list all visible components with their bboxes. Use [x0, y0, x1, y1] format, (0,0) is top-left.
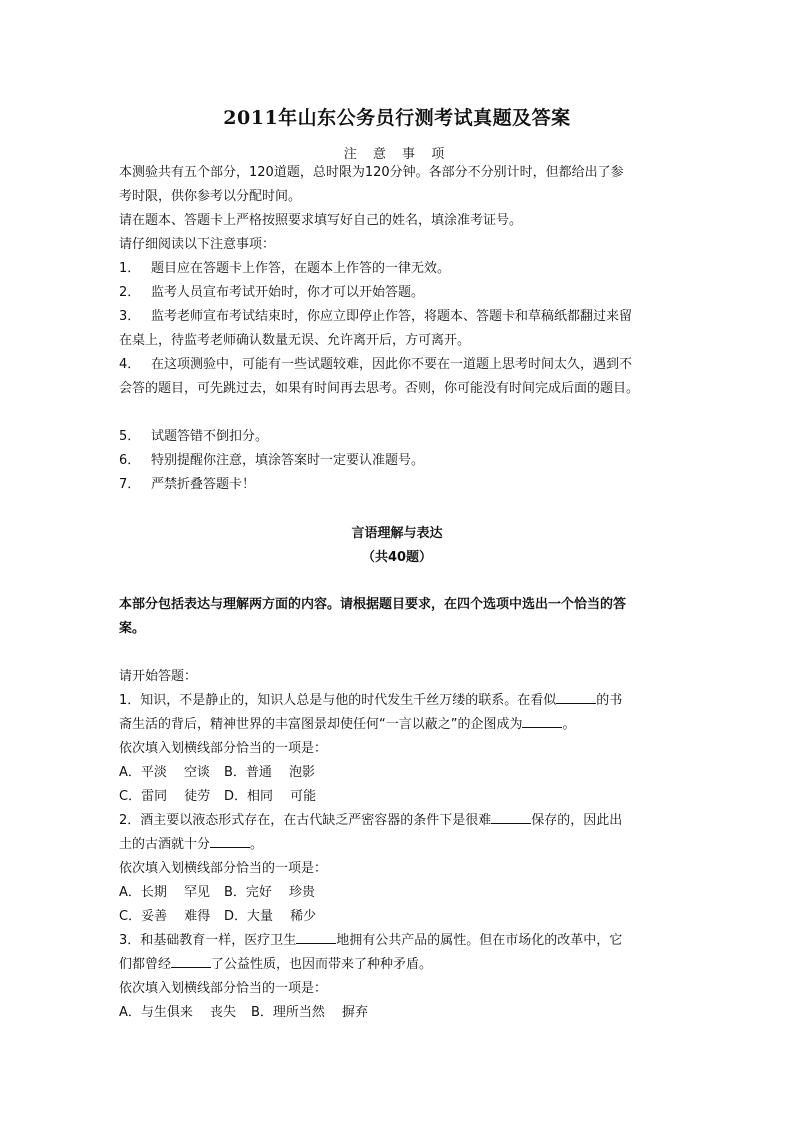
rule-number: 3． — [119, 309, 141, 324]
option-c: C．雷同 徒劳 — [119, 789, 211, 804]
options-row — [119, 785, 679, 809]
options-row — [119, 761, 679, 785]
question-3-line — [119, 953, 679, 977]
rule-number: 4． — [119, 357, 141, 372]
option-a: A．与生俱来 丧失 — [119, 1005, 237, 1020]
question-text: 土的古酒就十分 — [119, 837, 211, 852]
answer-blank — [171, 953, 211, 968]
rule-text: 特别提醒你注意，填涂答案时一定要认准题号。 — [151, 453, 425, 468]
option-c: C．妥善 难得 — [119, 909, 211, 924]
rule-text: 监考老师宣布考试结束时，你应立即停止作答，将题本、答题卡和草稿纸都翻过来留 — [151, 309, 633, 324]
rule-text: 严禁折叠答题卡！ — [151, 477, 256, 492]
rule-number: 2． — [119, 285, 141, 300]
rule-text-continued: 会答的题目，可先跳过去，如果有时间再去思考。否则，你可能没有时间完成后面的题目。 — [119, 381, 640, 396]
section-count: （共40题） — [361, 550, 433, 565]
option-b: B．理所当然 摒弃 — [251, 1005, 369, 1020]
rule-item — [119, 353, 679, 377]
option-b: B．普通 泡影 — [224, 765, 316, 780]
option-a: A．平淡 空谈 — [119, 765, 211, 780]
intro-line: 请仔细阅读以下注意事项： — [119, 237, 276, 252]
rule-number: 6． — [119, 453, 141, 468]
rule-text-continued: 在桌上，待监考老师确认数量无误、允许离开后，方可离开。 — [119, 333, 471, 348]
rule-item — [119, 305, 679, 329]
section-description — [119, 593, 679, 641]
intro-line: 请在题本、答题卡上严格按照要求填写好自己的姓名，填涂准考证号。 — [119, 213, 523, 228]
rule-item — [119, 425, 679, 449]
rule-item — [119, 449, 679, 473]
option-a: A．长期 罕见 — [119, 885, 211, 900]
start-prompt: 请开始答题： — [119, 669, 198, 684]
question-text: 们都曾经 — [119, 957, 172, 972]
rule-number: 1． — [119, 261, 141, 276]
answer-blank — [210, 833, 250, 848]
options-row — [119, 905, 679, 929]
question-2-line — [119, 833, 679, 857]
intro-line: 本测验共有五个部分，120道题，总时限为120分钟。各部分不分别计时，但都给出了参 — [119, 165, 624, 180]
option-b: B．完好 珍贵 — [224, 885, 316, 900]
rule-item — [119, 281, 679, 305]
question-text: 。 — [562, 717, 576, 732]
rule-number: 7． — [119, 477, 141, 492]
intro-line: 考时限，供你参考以分配时间。 — [119, 189, 302, 204]
question-text: 2．酒主要以液态形式存在，在古代缺乏严密容器的条件下是很难 — [119, 813, 492, 828]
rule-text: 试题答错不倒扣分。 — [151, 429, 269, 444]
option-d: D．相同 可能 — [224, 789, 317, 804]
document-title: 2011年山东公务员行测考试真题及答案 — [223, 107, 571, 129]
options-row — [119, 881, 679, 905]
section-description-line: 案。 — [119, 621, 146, 636]
rule-text: 监考人员宣布考试开始时，你才可以开始答题。 — [151, 285, 425, 300]
question-1-line — [119, 713, 679, 737]
answer-blank — [556, 689, 596, 704]
question-prompt: 依次填入划横线部分恰当的一项是： — [119, 981, 328, 996]
question-text: 3．和基础教育一样，医疗卫生 — [119, 933, 297, 948]
question-text: 斋生活的背后，精神世界的丰富图景却使任何“一言以蔽之”的企图成为 — [119, 717, 523, 732]
option-d: D．大量 稀少 — [224, 909, 317, 924]
rule-text: 题目应在答题卡上作答，在题本上作答的一律无效。 — [151, 261, 451, 276]
question-text: 了公益性质，也因而带来了种种矛盾。 — [211, 957, 433, 972]
question-prompt: 依次填入划横线部分恰当的一项是： — [119, 741, 328, 756]
question-1-line — [119, 689, 679, 713]
answer-blank — [491, 809, 531, 824]
section-title: 言语理解与表达 — [351, 526, 443, 541]
question-text: 1．知识，不是静止的，知识人总是与他的时代发生千丝万缕的联系。在看似 — [119, 693, 557, 708]
answer-blank — [296, 929, 336, 944]
question-2-line — [119, 809, 679, 833]
spacer — [119, 401, 679, 425]
notice-heading: 注 意 事 项 — [343, 147, 451, 162]
question-text: 的书 — [596, 693, 623, 708]
question-text: 保存的，因此出 — [531, 813, 623, 828]
instructions-block — [119, 161, 679, 497]
rule-item — [119, 473, 679, 497]
question-prompt: 依次填入划横线部分恰当的一项是： — [119, 861, 328, 876]
rule-number: 5． — [119, 429, 141, 444]
rule-item — [119, 257, 679, 281]
questions-block — [119, 665, 679, 1025]
section-description-line: 本部分包括表达与理解两方面的内容。请根据题目要求，在四个选项中选出一个恰当的答 — [119, 597, 627, 612]
options-row — [119, 1001, 679, 1025]
answer-blank — [522, 713, 562, 728]
question-text: 地拥有公共产品的属性。但在市场化的改革中，它 — [336, 933, 623, 948]
question-3-line — [119, 929, 679, 953]
rule-text: 在这项测验中，可能有一些试题较难，因此你不要在一道题上思考时间太久，遇到不 — [151, 357, 633, 372]
question-text: 。 — [250, 837, 264, 852]
